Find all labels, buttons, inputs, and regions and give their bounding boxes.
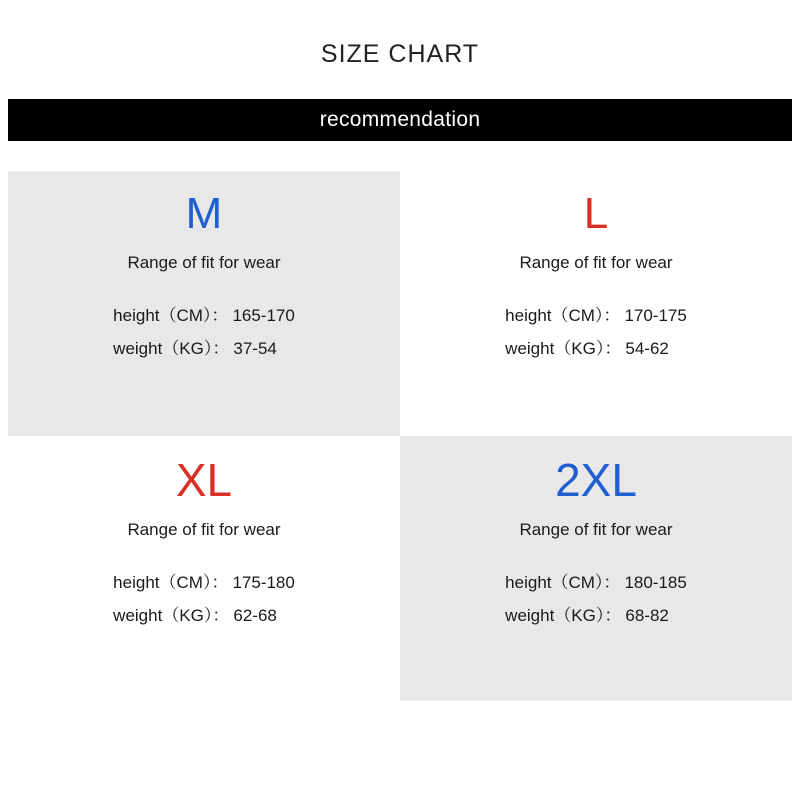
size-label-xl: XL: [175, 454, 233, 506]
size-cell-m: [8, 171, 400, 436]
page-title: SIZE CHART: [320, 40, 480, 68]
weight-row-l: [505, 332, 687, 365]
recommendation-banner: [8, 99, 792, 141]
weight-value-l: 54-62: [625, 339, 669, 359]
recommendation-label: recommendation: [319, 108, 481, 131]
height-row-2xl: [505, 566, 687, 599]
range-text-2xl: Range of fit for wear: [519, 520, 673, 540]
height-row-m: [113, 299, 295, 332]
weight-row-xl: [113, 599, 295, 632]
height-row-xl: [113, 566, 295, 599]
weight-label-xl: weight（KG）：: [113, 606, 230, 626]
size-cell-l: [400, 171, 792, 436]
measurements-xl: [113, 566, 295, 632]
height-label-l: height（CM）：: [505, 306, 621, 326]
weight-value-m: 37-54: [233, 339, 277, 359]
range-text-l: Range of fit for wear: [519, 253, 673, 273]
range-text-m: Range of fit for wear: [127, 253, 281, 273]
height-row-l: [505, 299, 687, 332]
weight-value-2xl: 68-82: [625, 606, 669, 626]
height-label-xl: height（CM）：: [113, 573, 229, 593]
height-value-xl: 175-180: [232, 573, 295, 593]
height-value-l: 170-175: [624, 306, 687, 326]
size-cell-2xl: [400, 436, 792, 701]
size-label-2xl: 2XL: [555, 454, 637, 506]
measurements-2xl: [505, 566, 687, 632]
weight-value-xl: 62-68: [233, 606, 277, 626]
size-label-m: M: [185, 189, 223, 238]
weight-label-2xl: weight（KG）：: [505, 606, 622, 626]
size-label-l: L: [583, 189, 609, 238]
weight-label-l: weight（KG）：: [505, 339, 622, 359]
weight-row-2xl: [505, 599, 687, 632]
size-cell-xl: [8, 436, 400, 701]
size-grid: [8, 171, 792, 701]
weight-label-m: weight（KG）：: [113, 339, 230, 359]
range-text-xl: Range of fit for wear: [127, 520, 281, 540]
height-value-m: 165-170: [232, 306, 295, 326]
weight-row-m: [113, 332, 295, 365]
height-value-2xl: 180-185: [624, 573, 687, 593]
measurements-m: [113, 299, 295, 365]
measurements-l: [505, 299, 687, 365]
height-label-m: height（CM）：: [113, 306, 229, 326]
height-label-2xl: height（CM）：: [505, 573, 621, 593]
